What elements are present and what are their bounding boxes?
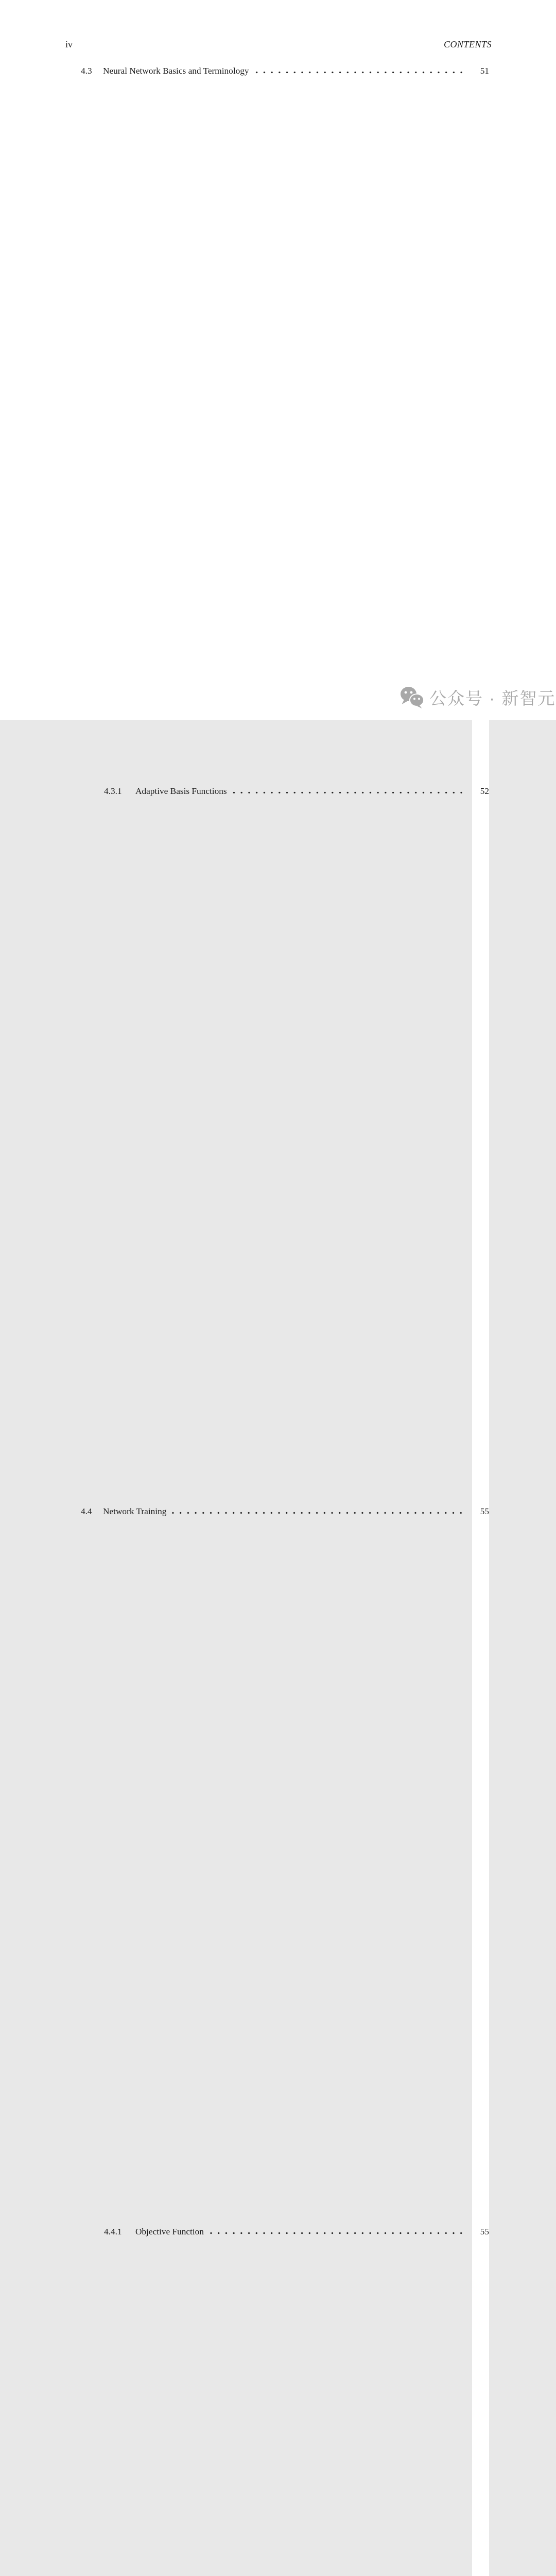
toc-entry-page: 51 (472, 63, 489, 784)
toc-entry (65, 2224, 489, 2576)
toc-entry-number: 4.4.1 (104, 2227, 122, 2236)
toc-entry-number: 4.3.1 (104, 786, 122, 796)
toc-entry-title: Network Training (103, 1506, 167, 1516)
toc-entry-page: 55 (472, 2224, 489, 2576)
watermark-text: 公众号 · 新智元 (429, 689, 556, 708)
toc-entry-number: 4.4 (81, 1506, 92, 1516)
leader-dots (208, 2232, 465, 2234)
toc-entry-title: Objective Function (135, 2227, 204, 2236)
running-header: CONTENTS (443, 39, 492, 49)
leader-dots (232, 791, 465, 794)
table-of-contents (65, 63, 489, 2576)
toc-entry (65, 784, 489, 1504)
toc-entry-number: 4.3 (81, 66, 92, 76)
wechat-icon (399, 686, 424, 709)
leader-dots (171, 1512, 465, 1514)
toc-entry-page: 55 (472, 1504, 489, 2224)
page-header (65, 39, 492, 50)
watermark (399, 685, 555, 709)
toc-entry (65, 63, 489, 784)
toc-entry (65, 1504, 489, 2224)
leader-dots (254, 71, 465, 74)
toc-entry-title: Neural Network Basics and Terminology (103, 66, 249, 76)
toc-entry-title: Adaptive Basis Functions (135, 786, 227, 796)
page-folio: iv (65, 39, 73, 49)
toc-entry-page: 52 (472, 784, 489, 1504)
